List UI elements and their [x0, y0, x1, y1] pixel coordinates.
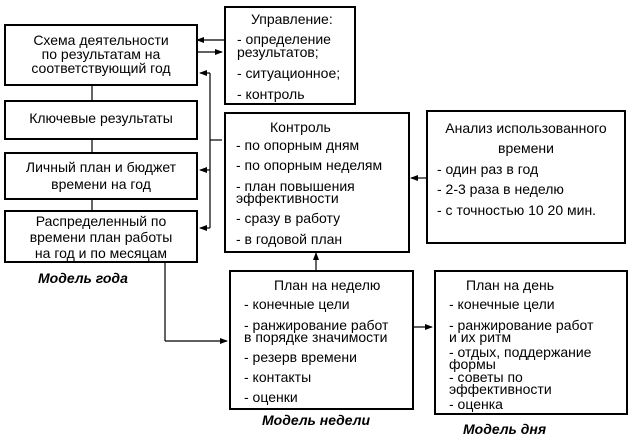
week-plan-item-1: - конечные цели [244, 296, 350, 312]
control-item-4: эффективности [236, 190, 339, 206]
key-results-label: Ключевые результаты [29, 110, 173, 126]
day-plan-item-6: - советы по [449, 369, 523, 385]
week-plan-item-5: - контакты [244, 369, 312, 385]
day-plan-item-5: формы [449, 356, 496, 372]
analysis-title-line-1: Анализ использованного [445, 120, 607, 136]
management-item-4: - контроль [237, 86, 305, 102]
scheme-line-2: по результатам на [41, 46, 161, 62]
control-item-2: - по опорным неделям [236, 157, 383, 173]
week-plan-item-4: - резерв времени [244, 349, 357, 365]
analysis-item-3: - с точностью 10 20 мин. [437, 202, 597, 218]
personal-plan-line-1: Личный план и бюджет [25, 159, 177, 175]
personal-plan-line-2: времени на год [51, 176, 151, 192]
distributed-plan-line-1: Распределенный по [35, 213, 167, 229]
control-title: Контроль [270, 119, 331, 135]
day-plan-item-1: - конечные цели [449, 296, 555, 312]
week-plan-item-2: - ранжирование работ [244, 317, 389, 333]
day-plan-title: План на день [466, 277, 555, 293]
analysis-item-1: - один раз в год [437, 161, 539, 177]
scheme-line-3: соответствующий год [31, 60, 171, 76]
analysis-title-line-2: времени [498, 140, 554, 156]
distributed-plan-line-2: времени план работы [29, 229, 173, 245]
scheme-line-1: Схема деятельности [33, 32, 169, 48]
management-item-1: - определение [237, 31, 331, 47]
week-plan-item-3: в порядке значимости [244, 329, 388, 345]
caption-year-model: Модель года [38, 270, 128, 286]
management-item-3: - ситуационное; [237, 65, 341, 81]
management-item-2: результатов; [237, 44, 319, 60]
day-plan-item-3: и их ритм [449, 329, 512, 345]
control-item-6: - в годовой план [236, 231, 343, 247]
week-plan-title: План на неделю [274, 277, 381, 293]
analysis-item-2: - 2-3 раза в неделю [437, 181, 564, 197]
day-plan-item-2: - ранжирование работ [449, 317, 594, 333]
day-plan-item-8: - оценка [449, 396, 503, 412]
management-title: Управление: [251, 11, 333, 27]
caption-day-model: Модель дня [463, 421, 547, 437]
day-plan-item-4: - отдых, поддержание [449, 344, 592, 360]
control-item-3: - план повышения [236, 178, 355, 194]
distributed-plan-line-3: на год и по месяцам [34, 245, 168, 261]
control-item-5: - сразу в работу [236, 210, 341, 226]
caption-week-model: Модель недели [262, 412, 371, 428]
control-item-1: - по опорным дням [236, 137, 360, 153]
day-plan-item-7: эффективности [449, 381, 552, 397]
week-plan-item-6: - оценки [244, 389, 298, 405]
